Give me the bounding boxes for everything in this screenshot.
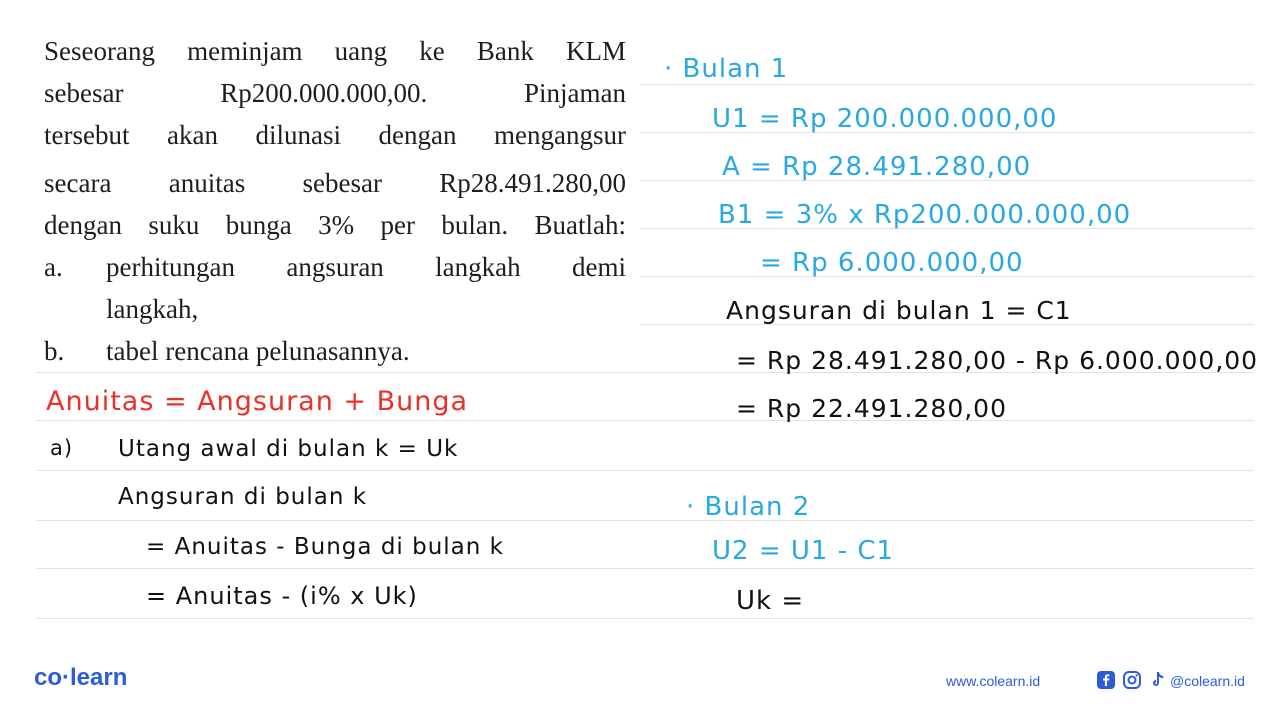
part-a-label: a) xyxy=(50,436,74,460)
b1-result: = Rp 6.000.000,00 xyxy=(760,248,1024,278)
rule-line xyxy=(36,568,1254,569)
item-label: a. xyxy=(44,252,63,282)
note-anuitas-bunga: = Anuitas - Bunga di bulan k xyxy=(146,534,504,560)
colearn-logo xyxy=(34,664,127,692)
rule-line xyxy=(640,84,1254,85)
note-anuitas-formula: = Anuitas - (i% x Uk) xyxy=(146,582,418,610)
facebook-icon[interactable] xyxy=(1096,670,1116,690)
bulan-1-heading: · Bulan 1 xyxy=(664,54,789,84)
item-text-continued: langkah, xyxy=(106,294,199,324)
uk-formula: Uk = xyxy=(736,586,805,616)
item-label: b. xyxy=(44,336,65,366)
u2-formula: U2 = U1 - C1 xyxy=(712,536,895,566)
angsuran-bulan-1: Angsuran di bulan 1 = C1 xyxy=(726,296,1072,325)
c1-calculation: = Rp 28.491.280,00 - Rp 6.000.000,00 xyxy=(736,346,1259,375)
problem-item-a xyxy=(44,246,626,288)
instagram-icon[interactable] xyxy=(1122,670,1142,690)
rule-line xyxy=(36,420,1254,421)
anuitas-formula: Anuitas = Angsuran + Bunga xyxy=(46,386,469,417)
item-text: perhitungan angsuran langkah demi xyxy=(106,252,626,282)
problem-line: tersebut akan dilunasi dengan mengangsur xyxy=(44,120,626,150)
problem-item-b xyxy=(44,330,626,372)
social-handle[interactable]: @colearn.id xyxy=(1170,673,1245,689)
note-angsuran-k: Angsuran di bulan k xyxy=(118,484,368,510)
rule-line xyxy=(36,470,1254,471)
rule-line xyxy=(36,520,1254,521)
item-text: tabel rencana pelunasannya. xyxy=(106,336,410,366)
b1-formula: B1 = 3% x Rp200.000.000,00 xyxy=(718,200,1132,230)
logo-text-learn: learn xyxy=(70,664,128,691)
c1-result: = Rp 22.491.280,00 xyxy=(736,394,1007,423)
problem-line: Seseorang meminjam uang ke Bank KLM xyxy=(44,36,626,66)
u1-value: U1 = Rp 200.000.000,00 xyxy=(712,104,1058,134)
problem-line: dengan suku bunga 3% per bulan. Buatlah: xyxy=(44,210,626,240)
bulan-2-heading: · Bulan 2 xyxy=(686,492,811,522)
rule-line xyxy=(36,618,1254,619)
logo-dot: · xyxy=(62,664,71,691)
problem-statement xyxy=(44,30,626,372)
logo-text-co: co xyxy=(34,664,63,691)
a-value: A = Rp 28.491.280,00 xyxy=(722,152,1032,182)
tiktok-icon[interactable] xyxy=(1148,670,1168,690)
problem-line: sebesar Rp200.000.000,00. Pinjaman xyxy=(44,78,626,108)
note-utang-awal: Utang awal di bulan k = Uk xyxy=(118,436,459,462)
website-url[interactable]: www.colearn.id xyxy=(946,673,1041,689)
problem-line: secara anuitas sebesar Rp28.491.280,00 xyxy=(44,168,626,198)
